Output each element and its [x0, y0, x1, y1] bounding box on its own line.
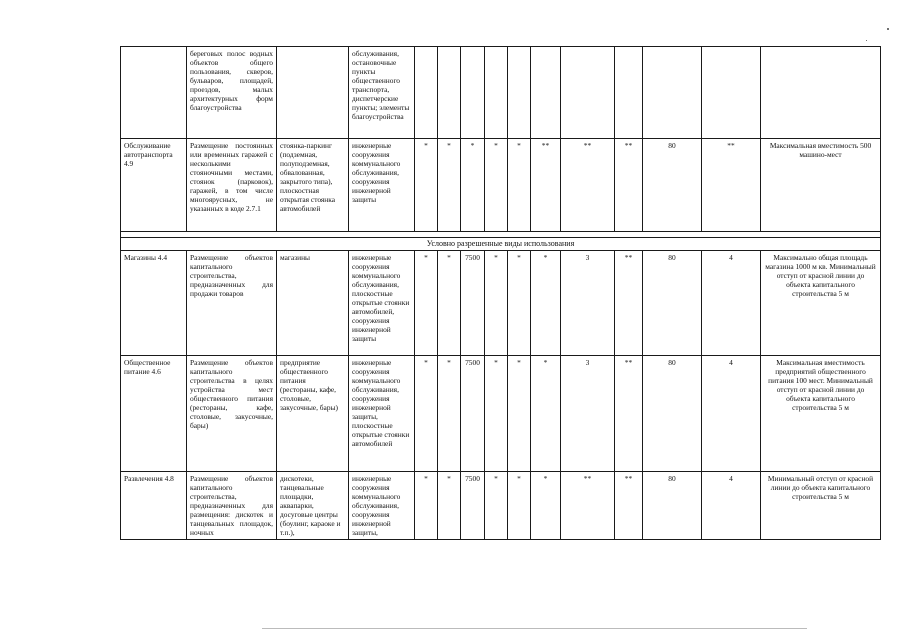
table-row: [121, 356, 881, 472]
scan-speck: [887, 28, 889, 30]
table-row: [121, 472, 881, 540]
parameter-cell: 7500: [461, 251, 485, 356]
parameter-cell: **: [615, 251, 643, 356]
parameter-cell: **: [615, 472, 643, 540]
parameter-cell: 80: [643, 251, 702, 356]
table-row: [121, 251, 881, 356]
restrictions-note: Минимальный отступ от красной линии до объекта капитального строительства 5 м: [761, 472, 881, 540]
parameter-cell: *: [531, 251, 561, 356]
parameter-cell: [702, 47, 761, 139]
table-row: [121, 139, 881, 232]
parameter-cell: *: [415, 139, 438, 232]
parameter-cell: *: [508, 139, 531, 232]
parameter-cell: 4: [702, 472, 761, 540]
auxiliary-objects: инженерные сооружения коммунального обслуживания, сооружения инженерной защиты, плоскостные открытые стоянки автомобилей: [349, 356, 415, 472]
scan-speck: [866, 40, 867, 41]
parameter-cell: **: [531, 139, 561, 232]
parameter-cell: *: [438, 139, 461, 232]
parameter-cell: *: [415, 472, 438, 540]
parameter-cell: *: [508, 251, 531, 356]
auxiliary-objects: обслуживания, остановочные пункты общественного транспорта, диспетчерские пункты; элементы благоустройства: [349, 47, 415, 139]
parameter-cell: 4: [702, 251, 761, 356]
parameter-cell: *: [508, 356, 531, 472]
parameter-cell: 80: [643, 139, 702, 232]
parameter-cell: [415, 47, 438, 139]
parameter-cell: *: [485, 139, 508, 232]
use-type-description: Размещение объектов капитального строительства, предназначенных для размещения: дискотек и танцевальных площадок, ночных: [187, 472, 277, 540]
use-type-name: Общественное питание 4.6: [121, 356, 187, 472]
parameter-cell: **: [702, 139, 761, 232]
parameter-cell: [531, 47, 561, 139]
parameter-cell: *: [438, 356, 461, 472]
parameter-cell: *: [531, 472, 561, 540]
parameter-cell: 7500: [461, 356, 485, 472]
permitted-objects: предприятие общественного питания (рестораны, кафе, столовые, закусочные, бары): [277, 356, 349, 472]
use-type-name: [121, 47, 187, 139]
parameter-cell: **: [561, 139, 615, 232]
table-row: [121, 47, 881, 139]
restrictions-note: Максимальная вместимость предприятий общественного питания 100 мест. Минимальный отступ от красной линии до объекта капитального строительства 5 м: [761, 356, 881, 472]
parameter-cell: **: [561, 472, 615, 540]
use-type-description: Размещение объектов капитального строительства в целях устройства мест общественного питания (рестораны, кафе, столовые, закусочные, бары): [187, 356, 277, 472]
parameter-cell: 80: [643, 472, 702, 540]
auxiliary-objects: инженерные сооружения коммунального обслуживания, плоскостные открытые стоянки автомобилей, сооружения инженерной защиты: [349, 251, 415, 356]
restrictions-note: Максимально общая площадь магазина 1000 м кв. Минимальный отступ от красной линии до объекта капитального строительства 5 м: [761, 251, 881, 356]
use-type-name: Обслуживание автотранспорта 4.9: [121, 139, 187, 232]
parameter-cell: [615, 47, 643, 139]
parameter-cell: *: [485, 356, 508, 472]
auxiliary-objects: инженерные сооружения коммунального обслуживания, сооружения инженерной защиты,: [349, 472, 415, 540]
restrictions-note: [761, 47, 881, 139]
restrictions-note: Максимальная вместимость 500 машино-мест: [761, 139, 881, 232]
page-bottom-rule: [262, 628, 807, 629]
use-type-description: Размещение объектов капитального строительства, предназначенных для продажи товаров: [187, 251, 277, 356]
parameter-cell: [485, 47, 508, 139]
auxiliary-objects: инженерные сооружения коммунального обслуживания, сооружения инженерной защиты: [349, 139, 415, 232]
parameter-cell: *: [415, 356, 438, 472]
parameter-cell: 7500: [461, 472, 485, 540]
use-type-description: Размещение постоянных или временных гаражей с несколькими стояночными местами, стоянок (парковок), гаражей, в том числе многоярусных, не указанных в коде 2.7.1: [187, 139, 277, 232]
parameter-cell: *: [438, 472, 461, 540]
land-use-table: [120, 46, 881, 540]
section-header: Условно разрешенные виды использования: [121, 238, 881, 251]
parameter-cell: *: [461, 139, 485, 232]
parameter-cell: *: [508, 472, 531, 540]
parameter-cell: [561, 47, 615, 139]
use-type-description: береговых полос водных объектов общего пользования, скверов, бульваров, площадей, проездов, малых архитектурных форм благоустройства: [187, 47, 277, 139]
use-type-name: Развлечения 4.8: [121, 472, 187, 540]
permitted-objects: стоянка-паркинг (подземная, полуподземная, обвалованная, закрытого типа), плоскостная открытая стоянка автомобилей: [277, 139, 349, 232]
parameter-cell: *: [438, 251, 461, 356]
parameter-cell: 80: [643, 356, 702, 472]
parameter-cell: 3: [561, 356, 615, 472]
permitted-objects: магазины: [277, 251, 349, 356]
parameter-cell: *: [485, 472, 508, 540]
parameter-cell: *: [531, 356, 561, 472]
parameter-cell: **: [615, 139, 643, 232]
parameter-cell: [438, 47, 461, 139]
parameter-cell: 4: [702, 356, 761, 472]
section-header-row: [121, 238, 881, 251]
parameter-cell: 3: [561, 251, 615, 356]
parameter-cell: [643, 47, 702, 139]
parameter-cell: [508, 47, 531, 139]
parameter-cell: *: [415, 251, 438, 356]
use-type-name: Магазины 4.4: [121, 251, 187, 356]
parameter-cell: **: [615, 356, 643, 472]
parameter-cell: [461, 47, 485, 139]
permitted-objects: [277, 47, 349, 139]
permitted-objects: дискотеки, танцевальные площадки, аквапарки, досуговые центры (боулинг, караоке и т.п.),: [277, 472, 349, 540]
parameter-cell: *: [485, 251, 508, 356]
